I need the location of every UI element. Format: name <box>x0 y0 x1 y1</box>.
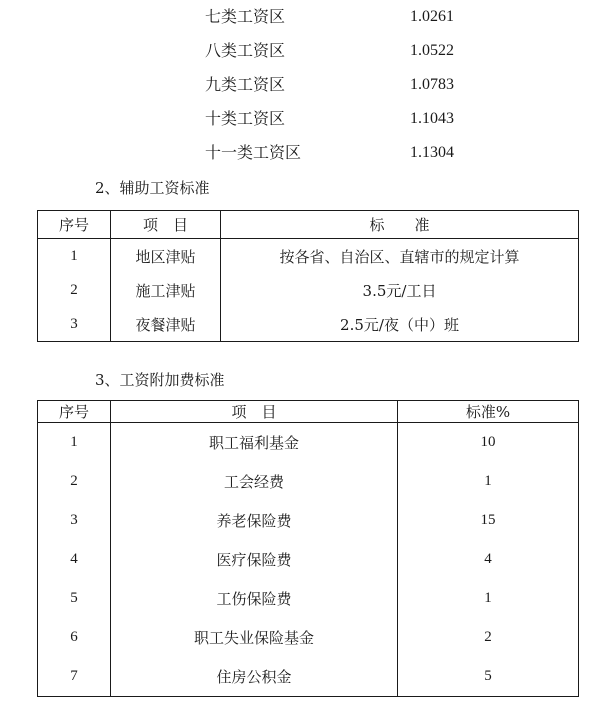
table-row <box>38 579 579 618</box>
wage-zone-row <box>0 68 609 102</box>
wage-zone-name: 十一类工资区 <box>205 143 302 162</box>
row-number: 4 <box>38 540 111 579</box>
row-number: 3 <box>38 307 111 342</box>
row-number: 2 <box>38 273 111 307</box>
table-row <box>38 307 579 342</box>
table-row <box>38 501 579 540</box>
table-header-row <box>38 401 579 423</box>
row-standard: 2.5元/夜（中）班 <box>221 307 579 342</box>
wage-surcharge-table <box>37 400 579 697</box>
column-header-no: 序号 <box>38 211 111 239</box>
table-row <box>38 273 579 307</box>
row-item: 职工失业保险基金 <box>111 618 398 657</box>
table-row <box>38 618 579 657</box>
row-standard: 按各省、自治区、直辖市的规定计算 <box>221 239 579 274</box>
table-row <box>38 657 579 697</box>
row-item: 工会经费 <box>111 462 398 501</box>
row-item: 医疗保险费 <box>111 540 398 579</box>
column-header-standard: 标 准 <box>221 211 579 239</box>
row-rate: 1 <box>398 579 579 618</box>
wage-zone-row <box>0 0 609 34</box>
column-header-no: 序号 <box>38 401 111 423</box>
auxiliary-wage-heading: 2、辅助工资标准 <box>95 179 210 197</box>
wage-surcharge-heading: 3、工资附加费标准 <box>95 371 225 389</box>
row-item: 住房公积金 <box>111 657 398 697</box>
row-number: 6 <box>38 618 111 657</box>
wage-zone-name: 七类工资区 <box>205 7 286 26</box>
row-number: 1 <box>38 239 111 274</box>
table-row <box>38 423 579 463</box>
wage-zone-coefficient: 1.0783 <box>410 76 454 93</box>
row-item: 工伤保险费 <box>111 579 398 618</box>
row-number: 7 <box>38 657 111 697</box>
row-number: 3 <box>38 501 111 540</box>
column-header-rate: 标准% <box>398 401 579 423</box>
row-item: 职工福利基金 <box>111 423 398 463</box>
row-rate: 15 <box>398 501 579 540</box>
wage-zone-coefficient: 1.1043 <box>410 110 454 127</box>
wage-zone-coefficient: 1.0522 <box>410 42 454 59</box>
row-item: 施工津贴 <box>111 273 221 307</box>
row-item: 夜餐津贴 <box>111 307 221 342</box>
column-header-item: 项 目 <box>111 211 221 239</box>
auxiliary-wage-table <box>37 210 579 342</box>
wage-zone-row <box>0 102 609 136</box>
wage-zone-name: 八类工资区 <box>205 41 286 60</box>
row-item: 地区津贴 <box>111 239 221 274</box>
row-item: 养老保险费 <box>111 501 398 540</box>
table-row <box>38 462 579 501</box>
row-rate: 10 <box>398 423 579 463</box>
column-header-item: 项 目 <box>111 401 398 423</box>
row-number: 2 <box>38 462 111 501</box>
table-row <box>38 540 579 579</box>
row-standard: 3.5元/工日 <box>221 273 579 307</box>
wage-zone-name: 十类工资区 <box>205 109 286 128</box>
table-header-row <box>38 211 579 239</box>
row-rate: 2 <box>398 618 579 657</box>
wage-zone-coefficient: 1.0261 <box>410 8 454 25</box>
row-number: 1 <box>38 423 111 463</box>
row-rate: 1 <box>398 462 579 501</box>
table-row <box>38 239 579 274</box>
row-rate: 5 <box>398 657 579 697</box>
row-rate: 4 <box>398 540 579 579</box>
wage-zone-coefficient: 1.1304 <box>410 144 454 161</box>
row-number: 5 <box>38 579 111 618</box>
wage-zone-name: 九类工资区 <box>205 75 286 94</box>
wage-zone-row <box>0 136 609 170</box>
wage-zone-row <box>0 34 609 68</box>
